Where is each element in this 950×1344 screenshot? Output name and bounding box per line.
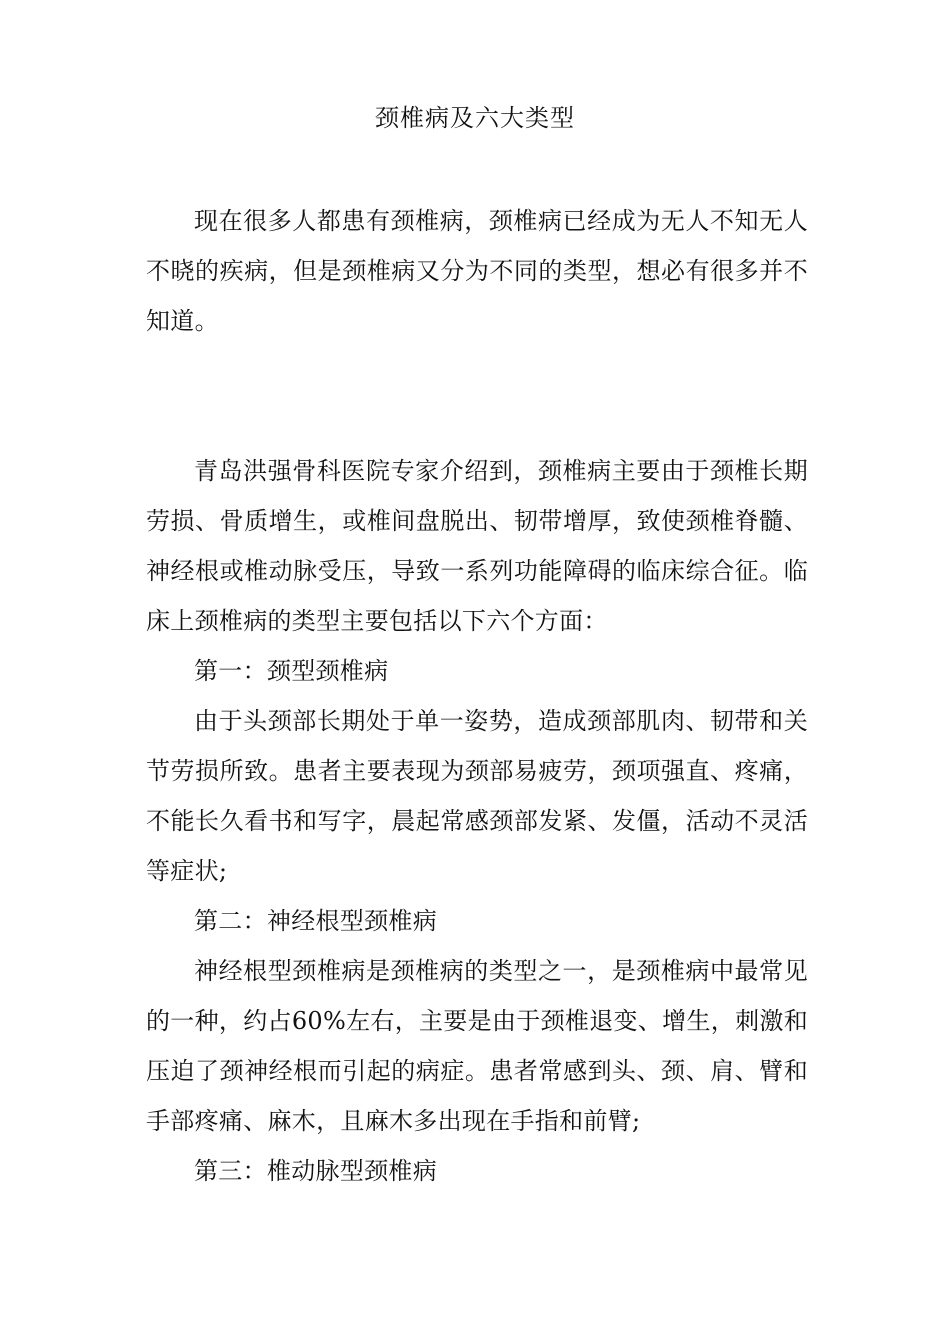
main-section	[146, 446, 808, 1196]
document-title: 颈椎病及六大类型	[375, 104, 575, 132]
paragraph-overview: 青岛洪强骨科医院专家介绍到，颈椎病主要由于颈椎长期劳损、骨质增生，或椎间盘脱出、韧带增厚，致使颈椎脊髓、神经根或椎动脉受压，导致一系列功能障碍的临床综合征。临床上颈椎病的类型主要包括以下六个方面：	[146, 457, 808, 635]
heading-type-1: 第一：颈型颈椎病	[194, 657, 389, 685]
heading-type-3: 第三：椎动脉型颈椎病	[194, 1157, 437, 1185]
paragraph-type-1: 由于头颈部长期处于单一姿势，造成颈部肌肉、韧带和关节劳损所致。患者主要表现为颈部易疲劳，颈项强直、疼痛，不能长久看书和写字，晨起常感颈部发紧、发僵，活动不灵活等症状;	[146, 707, 808, 885]
heading-type-2: 第二：神经根型颈椎病	[194, 907, 437, 935]
paragraph-type-2: 神经根型颈椎病是颈椎病的类型之一，是颈椎病中最常见的一种，约占60%左右，主要是由于颈椎退变、增生，刺激和压迫了颈神经根而引起的病症。患者常感到头、颈、肩、臂和手部疼痛、麻木，且麻木多出现在手指和前臂;	[146, 957, 808, 1135]
intro-paragraph: 现在很多人都患有颈椎病，颈椎病已经成为无人不知无人不晓的疾病，但是颈椎病又分为不同的类型，想必有很多并不知道。	[146, 207, 808, 335]
intro-section	[146, 196, 808, 346]
